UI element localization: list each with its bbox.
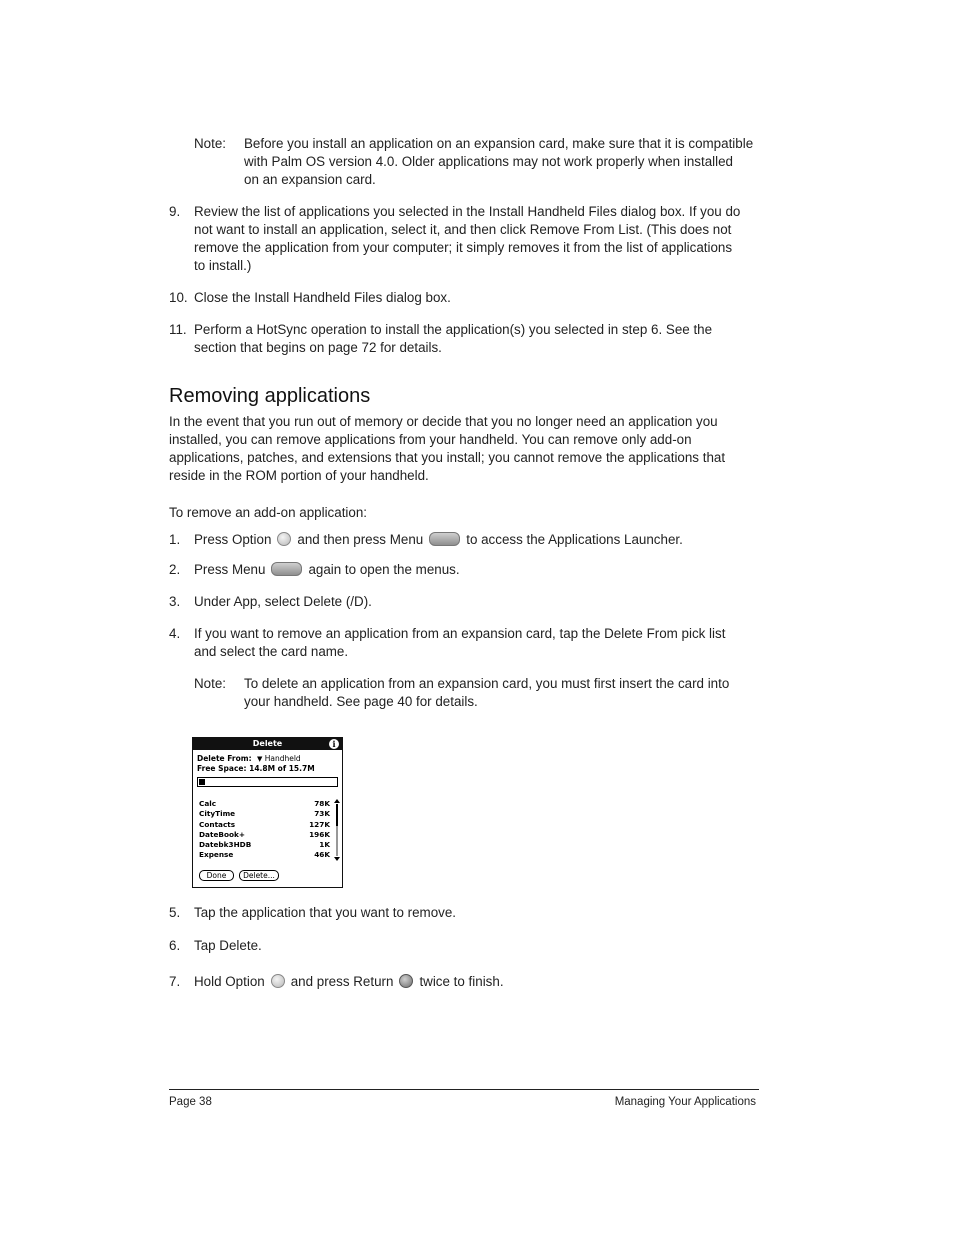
scroll-track	[337, 826, 338, 856]
section-paragraph: In the event that you run out of memory or decide that you no longer need an application you installed, you can remove applications from your handheld. You can remove only add-on applications, patches, and extensions that you install; you cannot remove the applications that reside in the ROM portion of your handheld.	[169, 414, 726, 483]
step-text: Perform a HotSync operation to install the application(s) you selected in step 6. See the section that begins on page 72 for details.	[194, 322, 713, 355]
menu-button-icon	[429, 532, 460, 546]
section-heading: Removing applications	[169, 385, 371, 407]
app-size: 196K	[309, 829, 330, 839]
app-list-item[interactable]	[199, 809, 330, 819]
step-text: Tap the application that you want to remove.	[194, 905, 457, 920]
app-list-item[interactable]	[199, 830, 330, 840]
app-list	[199, 799, 330, 861]
app-list-item[interactable]	[199, 850, 330, 860]
step-text: Hold Option and press Return twice to finish.	[194, 974, 504, 989]
step-number: 7.	[169, 974, 181, 989]
step-number: 5.	[169, 905, 181, 920]
step-text: Tap Delete.	[194, 938, 262, 953]
scroll-down-arrow-icon[interactable]	[334, 857, 340, 861]
step-number: 10.	[169, 290, 188, 305]
app-name: Contacts	[199, 819, 236, 829]
step-text: If you want to remove an application from an expansion card, tap the Delete From pick list and select the card name.	[194, 626, 726, 659]
note-label: Note:	[194, 136, 227, 151]
app-name: Datebk3HDB	[199, 840, 252, 850]
step-number: 2.	[169, 562, 181, 577]
free-space-label: Free Space: 14.8M of 15.7M	[197, 764, 315, 773]
palm-title: Delete	[252, 739, 283, 748]
footer-rule	[169, 1089, 759, 1090]
app-list-item[interactable]	[199, 799, 330, 809]
step-number: 3.	[169, 594, 181, 609]
option-button-icon	[271, 974, 285, 988]
palm-delete-screen	[192, 737, 343, 888]
app-list-item[interactable]	[199, 840, 330, 850]
app-size: 46K	[314, 850, 330, 860]
app-name: DateBook+	[199, 829, 245, 839]
step-text: Under App, select Delete (/D).	[194, 594, 372, 609]
palm-title-bar	[193, 738, 342, 750]
app-name: CityTime	[199, 809, 236, 819]
page-number: Page 38	[169, 1096, 212, 1108]
procedure-subheading: To remove an add-on application:	[169, 505, 368, 520]
step-number: 9.	[169, 204, 181, 219]
note-label: Note:	[194, 676, 227, 691]
step-text: Review the list of applications you selected in the Install Handheld Files dialog box. If you do not want to install an application, select it, and then click Remove From List. (This does not remove the application from your computer; it simply removes it from the list of applications to install.)	[194, 204, 741, 273]
menu-button-icon	[271, 562, 302, 576]
delete-from-picker[interactable]: ▼ Handheld	[256, 754, 301, 763]
delete-button[interactable]: Delete...	[239, 870, 279, 881]
step-number: 11.	[169, 322, 187, 337]
step-text: Close the Install Handheld Files dialog box.	[194, 290, 451, 305]
memory-usage-bar	[197, 777, 338, 787]
delete-from-row: Delete From: ▼ Handheld	[197, 754, 301, 763]
memory-usage-fill	[199, 779, 205, 785]
app-name: Calc	[199, 799, 217, 808]
app-list-item[interactable]	[199, 820, 330, 830]
app-size: 1K	[319, 840, 330, 850]
step-text: Press Menu again to open the menus.	[194, 562, 460, 577]
app-size: 73K	[314, 809, 330, 819]
option-button-icon	[277, 532, 291, 546]
note-text: Before you install an application on an expansion card, make sure that it is compatible with Palm OS version 4.0. Older applications may not work properly when installed on an expansion card.	[244, 136, 754, 187]
triangle-down-icon: ▼	[256, 755, 263, 763]
info-icon[interactable]: i	[329, 739, 339, 749]
scroll-thumb[interactable]	[336, 804, 338, 826]
step-number: 4.	[169, 626, 181, 641]
return-button-icon	[399, 974, 413, 988]
scrollbar[interactable]	[334, 799, 340, 861]
app-size: 127K	[309, 819, 330, 829]
step-text: Press Option and then press Menu to access the Applications Launcher.	[194, 532, 683, 547]
done-button[interactable]: Done	[199, 870, 234, 881]
step-number: 1.	[169, 532, 181, 547]
scroll-up-arrow-icon[interactable]	[334, 799, 340, 803]
app-name: Expense	[199, 850, 234, 860]
chapter-title: Managing Your Applications	[614, 1096, 756, 1108]
step-number: 6.	[169, 938, 181, 953]
app-size: 78K	[314, 799, 330, 808]
note-text: To delete an application from an expansion card, you must first insert the card into your handheld. See page 40 for details.	[244, 676, 730, 709]
